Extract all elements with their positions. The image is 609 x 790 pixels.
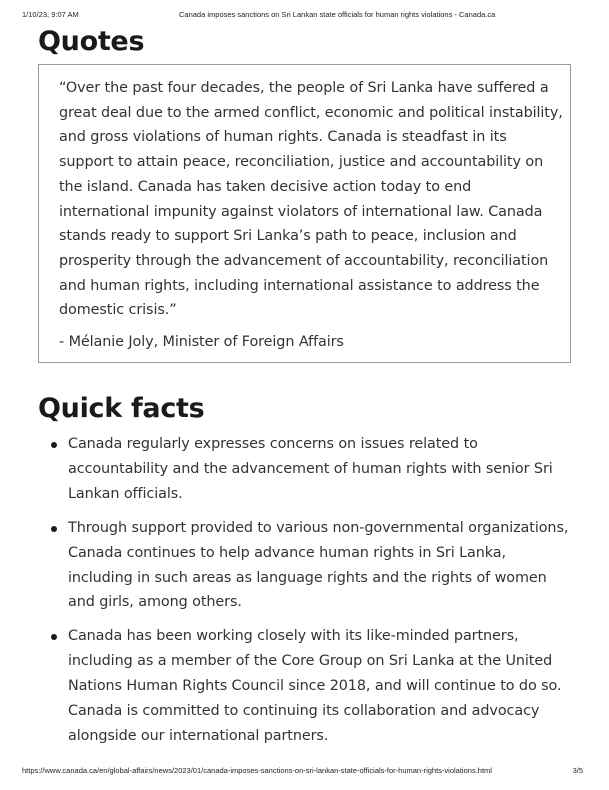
bullet-icon: [51, 526, 57, 532]
quotes-heading: Quotes: [38, 26, 145, 57]
quick-facts-list: [0, 432, 609, 758]
quote-box: [38, 64, 571, 363]
print-url: https://www.canada.ca/en/global-affairs/news/2023/01/canada-imposes-sanctions-on-sri-lankan-state-officials-for-human-rights-violations.html: [22, 766, 492, 775]
quick-facts-heading: Quick facts: [38, 393, 205, 424]
print-datetime: 1/10/23, 9:07 AM: [22, 10, 79, 19]
list-item-text: Canada has been working closely with its like-minded partners, including as a member of the Core Group on Sri Lanka at the United Nations Human Rights Council since 2018, and will continue to do so. Canada is committed to continuing its collaboration and advocacy alongside our international partners.: [68, 628, 562, 744]
page-number: 3/5: [572, 766, 583, 775]
print-footer: [22, 766, 587, 778]
bullet-icon: [51, 634, 57, 640]
list-item: [0, 432, 573, 507]
list-item: [0, 624, 573, 749]
quote-text: “Over the past four decades, the people of Sri Lanka have suffered a great deal due to the armed conflict, economic and political instability, and gross violations of human rights. Canada is steadfast in its support to attain peace, reconciliation, justice and accountability on the island. Canada has taken decisive action today to end international impunity against violators of international law. Canada stands ready to support Sri Lanka’s path to peace, inclusion and prosperity through the advancement of accountability, reconciliation and human rights, including international assistance to address the domestic crisis.”: [59, 80, 563, 319]
list-item: [0, 516, 573, 616]
print-page-title: Canada imposes sanctions on Sri Lankan state officials for human rights violations - Canada.ca: [179, 10, 496, 19]
print-header: [22, 10, 587, 24]
bullet-icon: [51, 442, 57, 448]
quote-attribution: - Mélanie Joly, Minister of Foreign Affairs: [59, 334, 344, 350]
list-item-text: Canada regularly expresses concerns on issues related to accountability and the advancement of human rights with senior Sri Lankan officials.: [68, 436, 553, 502]
list-item-text: Through support provided to various non-governmental organizations, Canada continues to help advance human rights in Sri Lanka, including in such areas as language rights and the rights of women and girls, among others.: [68, 519, 569, 611]
